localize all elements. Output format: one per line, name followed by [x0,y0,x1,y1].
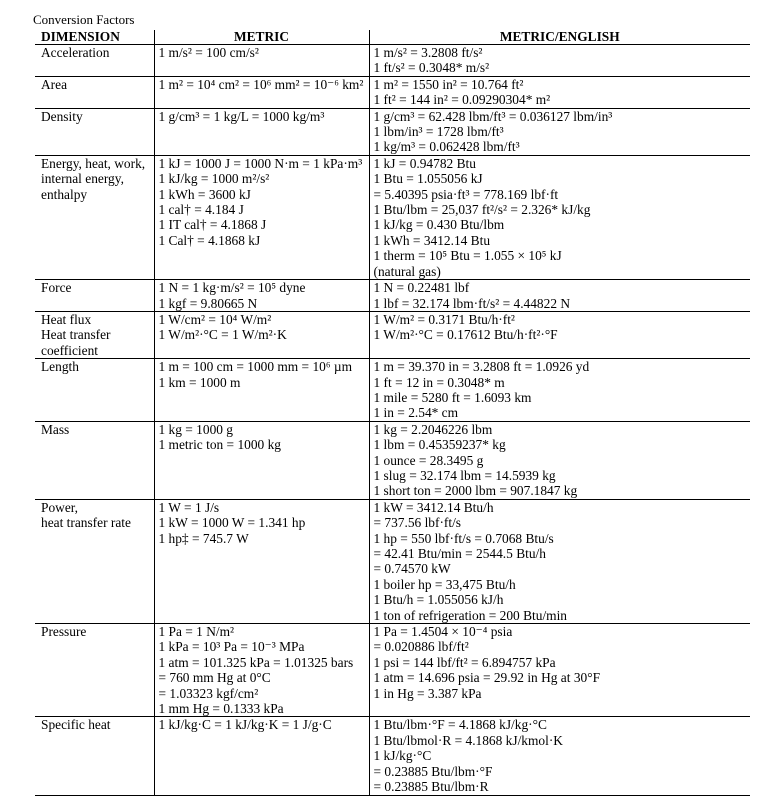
table-row [35,359,750,422]
english-line: 1 N = 0.22481 lbf [373,280,470,296]
english-cell [369,280,750,312]
english-line: 1 W/m²·°C = 0.17612 Btu/h·ft²·°F [373,327,558,343]
english-line: 1 therm = 10⁵ Btu = 1.055 × 10⁵ kJ [373,248,562,264]
english-line: 1 ft/s² = 0.3048* m/s² [373,60,490,76]
english-cell [369,421,750,499]
dimension-line: Pressure [41,624,87,640]
dimension-cell [35,76,154,108]
english-line: 1 Pa = 1.4504 × 10⁻⁴ psia [373,624,513,640]
dimension-line: Length [41,359,79,375]
dimension-cell [35,311,154,327]
metric-line: 1 m = 100 cm = 1000 mm = 10⁶ µm [158,359,352,375]
metric-line: 1 kg = 1000 g [158,421,234,437]
dimension-line: heat transfer rate [41,515,131,531]
metric-cell [154,359,369,422]
metric-line: 1 kWh = 3600 kJ [158,186,251,202]
english-line: 1 kg/m³ = 0.062428 lbm/ft³ [373,139,520,155]
dimension-line: Heat transfer [41,327,111,343]
dimension-cell [35,421,154,499]
metric-line: 1 W/cm² = 10⁴ W/m² [158,311,272,327]
metric-line: 1 kJ/kg = 1000 m²/s² [158,171,270,187]
english-line: = 42.41 Btu/min = 2544.5 Btu/h [373,546,546,561]
table-row [35,311,750,327]
metric-line: 1 kgf = 9.80665 N [158,295,258,311]
english-cell [369,45,750,77]
table-row [35,327,750,358]
metric-cell [154,327,369,358]
dimension-line: internal energy, [41,171,124,187]
english-line: 1 m/s² = 3.2808 ft/s² [373,45,483,60]
dimension-cell [35,108,154,155]
table-body [35,45,750,796]
metric-line: 1 km = 1000 m [158,374,241,390]
english-line: 1 kW = 3412.14 Btu/h [373,499,494,515]
dimension-cell [35,359,154,422]
metric-line: 1 Cal† = 4.1868 kJ [158,232,261,248]
english-cell [369,499,750,623]
table-row [35,499,750,623]
english-line: 1 kWh = 3412.14 Btu [373,232,491,248]
english-line: 1 Btu/lbmol·R = 4.1868 kJ/kmol·K [373,732,563,748]
english-line: 1 lbm = 0.45359237* kg [373,437,506,453]
metric-line: 1 IT cal† = 4.1868 J [158,217,267,233]
metric-line: 1 Pa = 1 N/m² [158,624,235,640]
metric-cell [154,155,369,279]
metric-cell [154,76,369,108]
dimension-line: Energy, heat, work, [41,155,146,171]
english-line: 1 mile = 5280 ft = 1.6093 km [373,389,532,405]
metric-line: 1 kJ = 1000 J = 1000 N·m = 1 kPa·m³ [158,155,363,171]
english-line: (natural gas) [373,263,441,279]
dimension-line: Force [41,280,72,296]
table-header-row [35,30,750,45]
english-line: 1 kJ = 0.94782 Btu [373,155,476,171]
metric-line: 1 m/s² = 100 cm/s² [158,45,259,60]
english-line: 1 W/m² = 0.3171 Btu/h·ft² [373,311,515,327]
metric-line: 1 N = 1 kg·m/s² = 10⁵ dyne [158,280,306,296]
metric-line: 1 kPa = 10³ Pa = 10⁻³ MPa [158,639,305,655]
english-cell [369,76,750,108]
english-cell [369,359,750,422]
metric-line: = 760 mm Hg at 0°C [158,670,271,686]
english-line: 1 Btu/h = 1.055056 kJ/h [373,592,504,608]
metric-line: 1 atm = 101.325 kPa = 1.01325 bars [158,654,354,670]
dimension-line: Mass [41,421,70,437]
metric-cell [154,421,369,499]
dimension-cell [35,717,154,795]
table-caption: Conversion Factors [33,12,135,27]
english-line: 1 Btu = 1.055056 kJ [373,171,483,187]
metric-line: 1 mm Hg = 0.1333 kPa [158,701,284,717]
metric-line: 1 kJ/kg·C = 1 kJ/kg·K = 1 J/g·C [158,717,332,733]
english-cell [369,624,750,717]
english-line: 1 Btu/lbm = 25,037 ft²/s² = 2.326* kJ/kg [373,202,591,218]
dimension-line: Density [41,108,83,124]
english-line: 1 m² = 1550 in² = 10.764 ft² [373,76,524,92]
english-line: 1 in Hg = 3.387 kPa [373,685,482,701]
english-line: 1 lbf = 32.174 lbm·ft/s² = 4.44822 N [373,295,571,311]
english-line: 1 ft = 12 in = 0.3048* m [373,374,505,390]
metric-cell [154,499,369,623]
dimension-line: enthalpy [41,186,88,202]
dimension-cell [35,155,154,279]
english-line: 1 kg = 2.2046226 lbm [373,421,493,437]
header-dimension: DIMENSION [35,30,154,45]
metric-line: 1 hp‡ = 745.7 W [158,530,249,546]
table-row [35,45,750,77]
english-line: 1 in = 2.54* cm [373,405,459,421]
metric-line: 1 metric ton = 1000 kg [158,437,281,453]
metric-cell [154,624,369,717]
metric-cell [154,108,369,155]
english-line: 1 ft² = 144 in² = 0.09290304* m² [373,92,551,108]
english-line: 1 m = 39.370 in = 3.2808 ft = 1.0926 yd [373,359,590,375]
english-line: 1 g/cm³ = 62.428 lbm/ft³ = 0.036127 lbm/in³ [373,108,613,124]
english-line: = 0.74570 kW [373,561,451,577]
metric-line: 1 g/cm³ = 1 kg/L = 1000 kg/m³ [158,108,325,124]
table-row [35,76,750,108]
table-row [35,421,750,499]
metric-cell [154,280,369,312]
english-cell [369,108,750,155]
dimension-cell [35,499,154,623]
dimension-line: Specific heat [41,717,111,733]
english-line: = 737.56 lbf·ft/s [373,515,462,531]
english-cell [369,717,750,795]
english-line: 1 kJ/kg = 0.430 Btu/lbm [373,217,505,233]
table-row [35,717,750,795]
table-row [35,155,750,279]
english-line: 1 ounce = 28.3495 g [373,452,484,468]
english-line: 1 atm = 14.696 psia = 29.92 in Hg at 30°F [373,670,601,686]
english-line: = 0.020886 lbf/ft² [373,639,469,655]
english-line: = 5.40395 psia·ft³ = 778.169 lbf·ft [373,186,559,202]
metric-line: 1 W = 1 J/s [158,499,220,515]
metric-line: 1 kW = 1000 W = 1.341 hp [158,515,306,531]
header-metric: METRIC [154,30,369,45]
metric-cell [154,717,369,795]
table-row [35,108,750,155]
english-line: 1 hp = 550 lbf·ft/s = 0.7068 Btu/s [373,530,554,546]
metric-cell [154,45,369,77]
dimension-line: coefficient [41,342,99,358]
english-line: 1 kJ/kg·°C [373,748,432,764]
english-line: 1 slug = 32.174 lbm = 14.5939 kg [373,467,556,483]
dimension-line: Heat flux [41,311,92,327]
metric-line: 1 W/m²·°C = 1 W/m²·K [158,327,287,343]
metric-cell [154,311,369,327]
metric-line: 1 m² = 10⁴ cm² = 10⁶ mm² = 10⁻⁶ km² [158,76,364,92]
dimension-cell [35,45,154,77]
english-line: 1 short ton = 2000 lbm = 907.1847 kg [373,483,578,499]
dimension-cell [35,327,154,358]
dimension-line: Power, [41,499,79,515]
dimension-cell [35,280,154,312]
metric-line: = 1.03323 kgf/cm² [158,685,259,701]
header-metric-english: METRIC/ENGLISH [369,30,750,45]
dimension-cell [35,624,154,717]
english-cell [369,327,750,358]
table-row [35,624,750,717]
english-cell [369,311,750,327]
english-cell [369,155,750,279]
english-line: 1 Btu/lbm·°F = 4.1868 kJ/kg·°C [373,717,547,733]
dimension-line: Acceleration [41,45,110,60]
english-line: = 0.23885 Btu/lbm·R [373,779,489,795]
dimension-line: Area [41,76,68,92]
english-line: 1 boiler hp = 33,475 Btu/h [373,576,516,592]
english-line: 1 psi = 144 lbf/ft² = 6.894757 kPa [373,654,556,670]
english-line: 1 ton of refrigeration = 200 Btu/min [373,607,567,623]
conversion-factors-table [35,30,750,796]
english-line: = 0.23885 Btu/lbm·°F [373,763,493,779]
table-row [35,280,750,312]
english-line: 1 lbm/in³ = 1728 lbm/ft³ [373,124,504,140]
metric-line: 1 cal† = 4.184 J [158,202,244,218]
